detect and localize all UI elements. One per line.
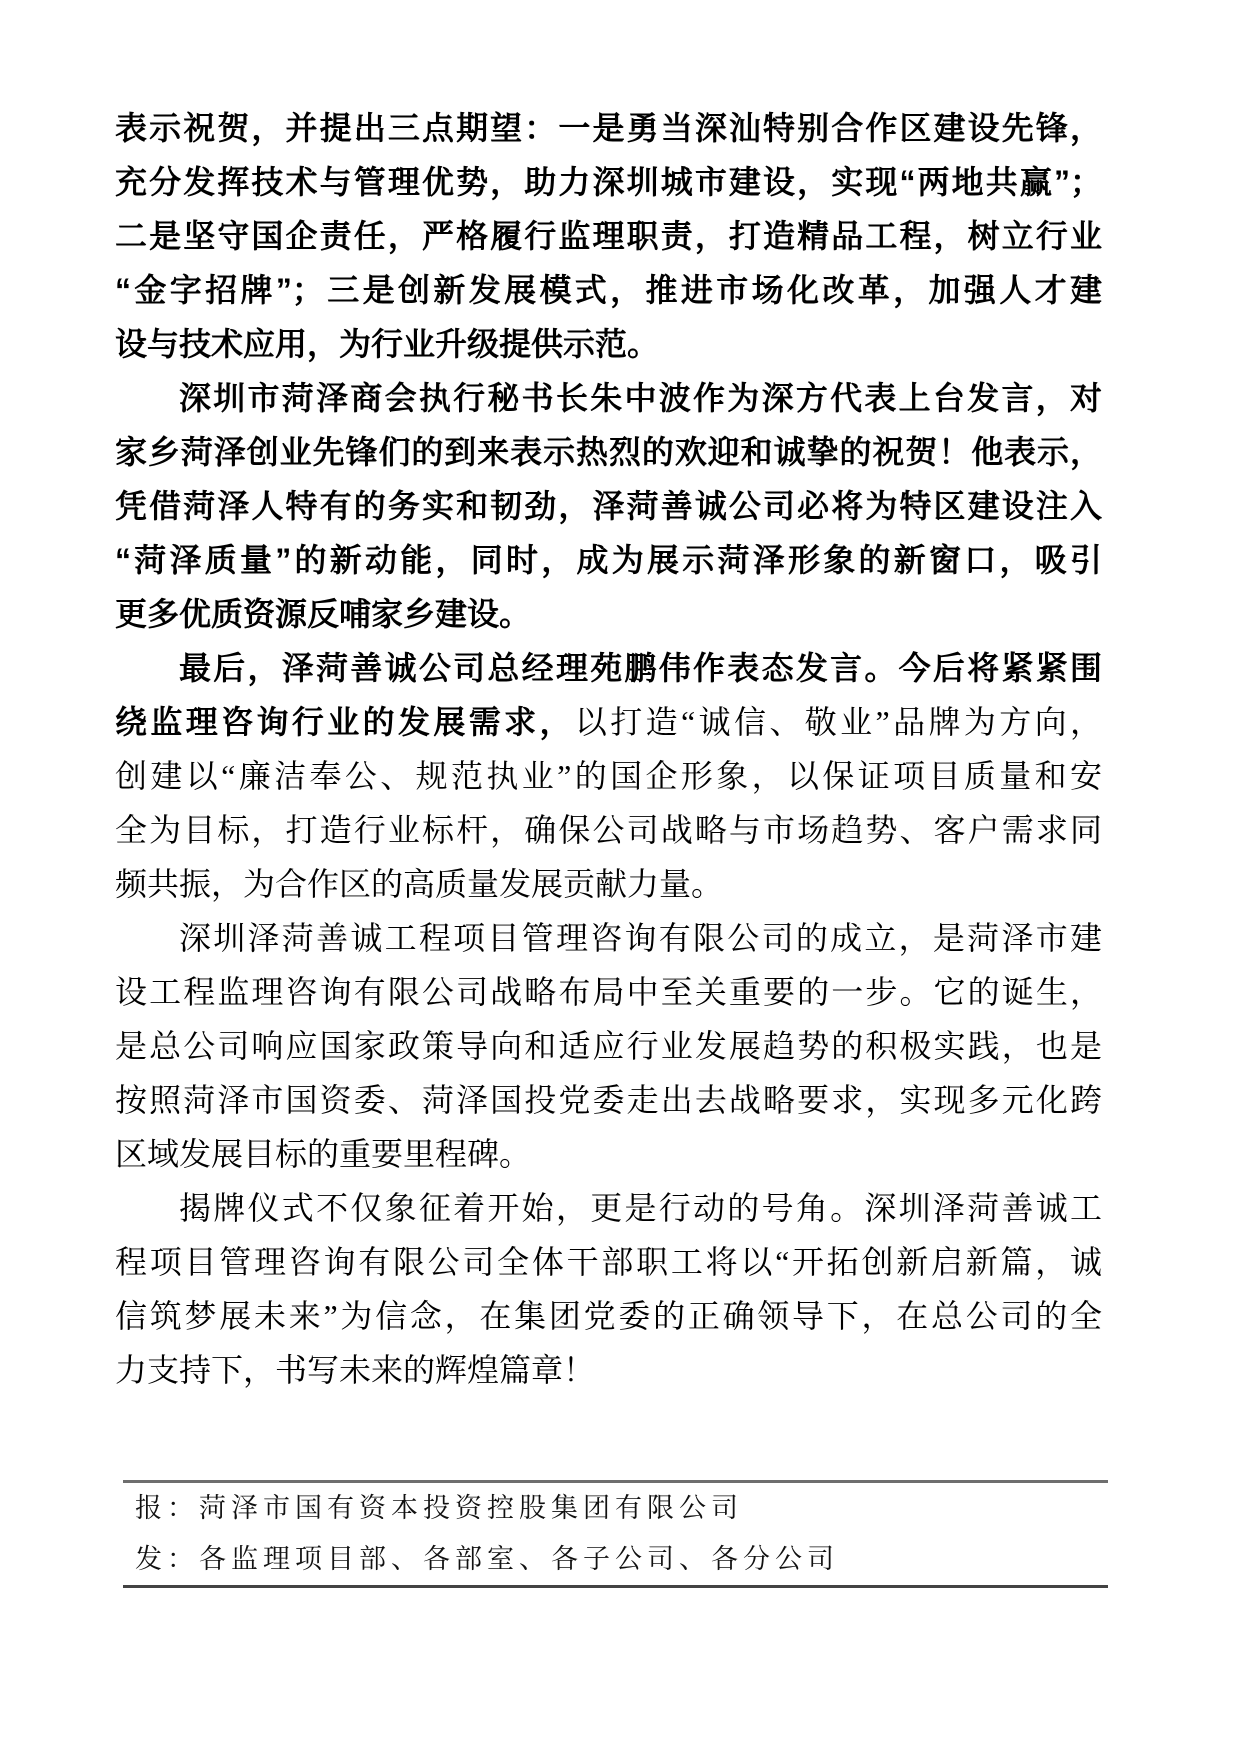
body-line — [115, 1235, 1102, 1289]
text-segment-fangsong: 深圳泽菏善诚工程项目管理咨询有限公司的成立，是菏泽市建 — [179, 920, 1102, 956]
copy-to-line: 报：菏泽市国有资本投资控股集团有限公司 — [135, 1493, 743, 1523]
text-segment-fangsong: 频共振，为合作区的高质量发展贡献力量。 — [115, 866, 724, 902]
body-line — [115, 803, 1102, 857]
body-line — [115, 1289, 1102, 1343]
text-segment-hei: 家乡菏泽创业先锋们的到来表示热烈的欢迎和诚挚的祝贺！他表示， — [115, 434, 1102, 470]
body-line — [115, 263, 1102, 317]
distribution-line: 发：各监理项目部、各部室、各子公司、各分公司 — [135, 1544, 839, 1574]
text-segment-hei: 二是坚守国企责任，严格履行监理职责，打造精品工程，树立行业 — [115, 218, 1102, 254]
text-segment-hei: “菏泽质量”的新动能，同时，成为展示菏泽形象的新窗口，吸引 — [115, 542, 1102, 578]
body-line — [115, 371, 1102, 425]
body-line — [115, 425, 1102, 479]
document-body — [115, 101, 1102, 1397]
body-line — [115, 857, 1102, 911]
text-segment-fangsong: 揭牌仪式不仅象征着开始，更是行动的号角。深圳泽菏善诚工 — [179, 1190, 1102, 1226]
text-segment-hei: 深圳市菏泽商会执行秘书长朱中波作为深方代表上台发言，对 — [179, 380, 1102, 416]
text-segment-fangsong: 力支持下，书写未来的辉煌篇章！ — [115, 1352, 596, 1388]
text-segment-hei: 最后，泽菏善诚公司总经理苑鹏伟作表态发言。今后将紧紧围 — [179, 650, 1102, 686]
text-segment-hei: “金字招牌”；三是创新发展模式，推进市场化改革，加强人才建 — [115, 272, 1102, 308]
body-line — [115, 587, 1102, 641]
paragraph — [115, 371, 1102, 641]
paragraph — [115, 911, 1102, 1181]
paragraph — [115, 1181, 1102, 1397]
body-line — [115, 317, 1102, 371]
text-segment-hei: 表示祝贺，并提出三点期望：一是勇当深汕特别合作区建设先锋， — [115, 110, 1102, 146]
text-segment-fangsong: 程项目管理咨询有限公司全体干部职工将以“开拓创新启新篇，诚 — [115, 1244, 1102, 1280]
body-line — [115, 209, 1102, 263]
body-line — [115, 1181, 1102, 1235]
text-segment-fangsong: 创建以“廉洁奉公、规范执业”的国企形象，以保证项目质量和安 — [115, 758, 1102, 794]
body-line — [115, 155, 1102, 209]
text-segment-fangsong: 是总公司响应国家政策导向和适应行业发展趋势的积极实践，也是 — [115, 1028, 1102, 1064]
text-segment-hei: 更多优质资源反哺家乡建设。 — [115, 596, 532, 632]
body-line — [115, 1127, 1102, 1181]
body-line — [115, 749, 1102, 803]
body-line — [115, 533, 1102, 587]
body-line — [115, 101, 1102, 155]
text-segment-fangsong: 区域发展目标的重要里程碑。 — [115, 1136, 532, 1172]
paragraph — [115, 641, 1102, 911]
text-segment-fangsong: 设工程监理咨询有限公司战略布局中至关重要的一步。它的诞生， — [115, 974, 1102, 1010]
text-segment-fangsong: 按照菏泽市国资委、菏泽国投党委走出去战略要求，实现多元化跨 — [115, 1082, 1102, 1118]
body-line — [115, 695, 1102, 749]
body-line — [115, 1019, 1102, 1073]
body-line — [115, 1073, 1102, 1127]
text-segment-fangsong: 以打造“诚信、敬业”品牌为方向， — [574, 704, 1102, 740]
text-segment-hei: 充分发挥技术与管理优势，助力深圳城市建设，实现“两地共赢”； — [115, 164, 1102, 200]
text-segment-hei: 设与技术应用，为行业升级提供示范。 — [115, 326, 660, 362]
paragraph — [115, 101, 1102, 371]
text-segment-hei: 绕监理咨询行业的发展需求， — [115, 704, 575, 740]
text-segment-hei: 凭借菏泽人特有的务实和韧劲，泽菏善诚公司必将为特区建设注入 — [115, 488, 1102, 524]
body-line — [115, 479, 1102, 533]
distribution-footer — [123, 1480, 1108, 1588]
text-segment-fangsong: 信筑梦展未来”为信念，在集团党委的正确领导下，在总公司的全 — [115, 1298, 1102, 1334]
body-line — [115, 911, 1102, 965]
text-segment-fangsong: 全为目标，打造行业标杆，确保公司战略与市场趋势、客户需求同 — [115, 812, 1102, 848]
body-line — [115, 641, 1102, 695]
body-line — [115, 965, 1102, 1019]
body-line — [115, 1343, 1102, 1397]
